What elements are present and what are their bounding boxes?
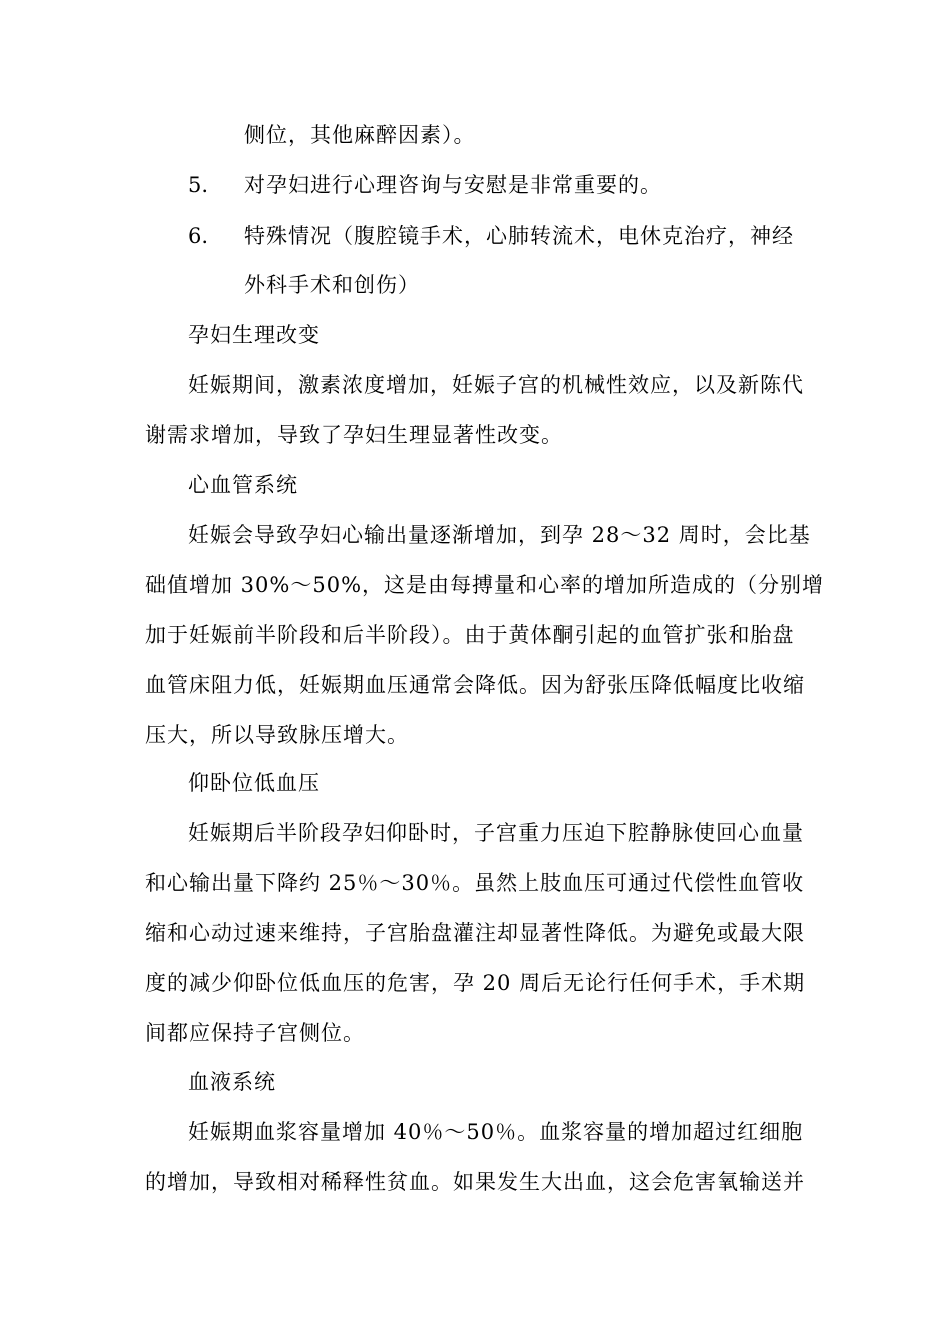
paragraph-line: 和心输出量下降约 25％～30％。虽然上肢血压可通过代偿性血管收 bbox=[145, 871, 805, 895]
paragraph-line: 妊娠期血浆容量增加 40％～50％。血浆容量的增加超过红细胞 bbox=[188, 1120, 804, 1144]
paragraph-line: 加于妊娠前半阶段和后半阶段）。由于黄体酮引起的血管扩张和胎盘 bbox=[145, 623, 795, 647]
section-heading-cardiovascular: 心血管系统 bbox=[188, 473, 298, 497]
paragraph-line: 缩和心动过速来维持，子宫胎盘灌注却显著性降低。为避免或最大限 bbox=[145, 921, 805, 945]
paragraph-line: 的增加，导致相对稀释性贫血。如果发生大出血，这会危害氧输送并 bbox=[145, 1170, 805, 1194]
paragraph-line: 谢需求增加，导致了孕妇生理显著性改变。 bbox=[145, 423, 563, 447]
paragraph-line: 度的减少仰卧位低血压的危害，孕 20 周后无论行任何手术，手术期 bbox=[145, 971, 806, 995]
list-item-6-text-line-2: 外科手术和创伤） bbox=[244, 273, 420, 297]
paragraph-line: 间都应保持子宫侧位。 bbox=[145, 1021, 365, 1045]
list-item-5-text: 对孕妇进行心理咨询与安慰是非常重要的。 bbox=[244, 173, 662, 197]
section-heading-physiology: 孕妇生理改变 bbox=[188, 323, 320, 347]
paragraph-line: 压大，所以导致脉压增大。 bbox=[145, 723, 409, 747]
paragraph-line: 妊娠期后半阶段孕妇仰卧时，子宫重力压迫下腔静脉使回心血量 bbox=[188, 821, 804, 845]
paragraph-line: 血管床阻力低，妊娠期血压通常会降低。因为舒张压降低幅度比收缩 bbox=[145, 673, 805, 697]
list-item-6-number: 6. bbox=[188, 224, 209, 248]
list-item-6-text-line-1: 特殊情况（腹腔镜手术，心肺转流术，电休克治疗，神经 bbox=[244, 224, 794, 248]
section-heading-hematologic: 血液系统 bbox=[188, 1070, 276, 1094]
paragraph-line: 础值增加 30%～50%，这是由每搏量和心率的增加所造成的（分别增 bbox=[145, 573, 825, 597]
list-item-5-number: 5. bbox=[188, 173, 209, 197]
paragraph-line: 妊娠会导致孕妇心输出量逐渐增加，到孕 28～32 周时，会比基 bbox=[188, 523, 811, 547]
paragraph-line: 妊娠期间，激素浓度增加，妊娠子宫的机械性效应，以及新陈代 bbox=[188, 373, 804, 397]
section-heading-supine-hypotension: 仰卧位低血压 bbox=[188, 771, 320, 795]
list-item-4-continuation: 侧位，其他麻醉因素）。 bbox=[244, 123, 476, 147]
